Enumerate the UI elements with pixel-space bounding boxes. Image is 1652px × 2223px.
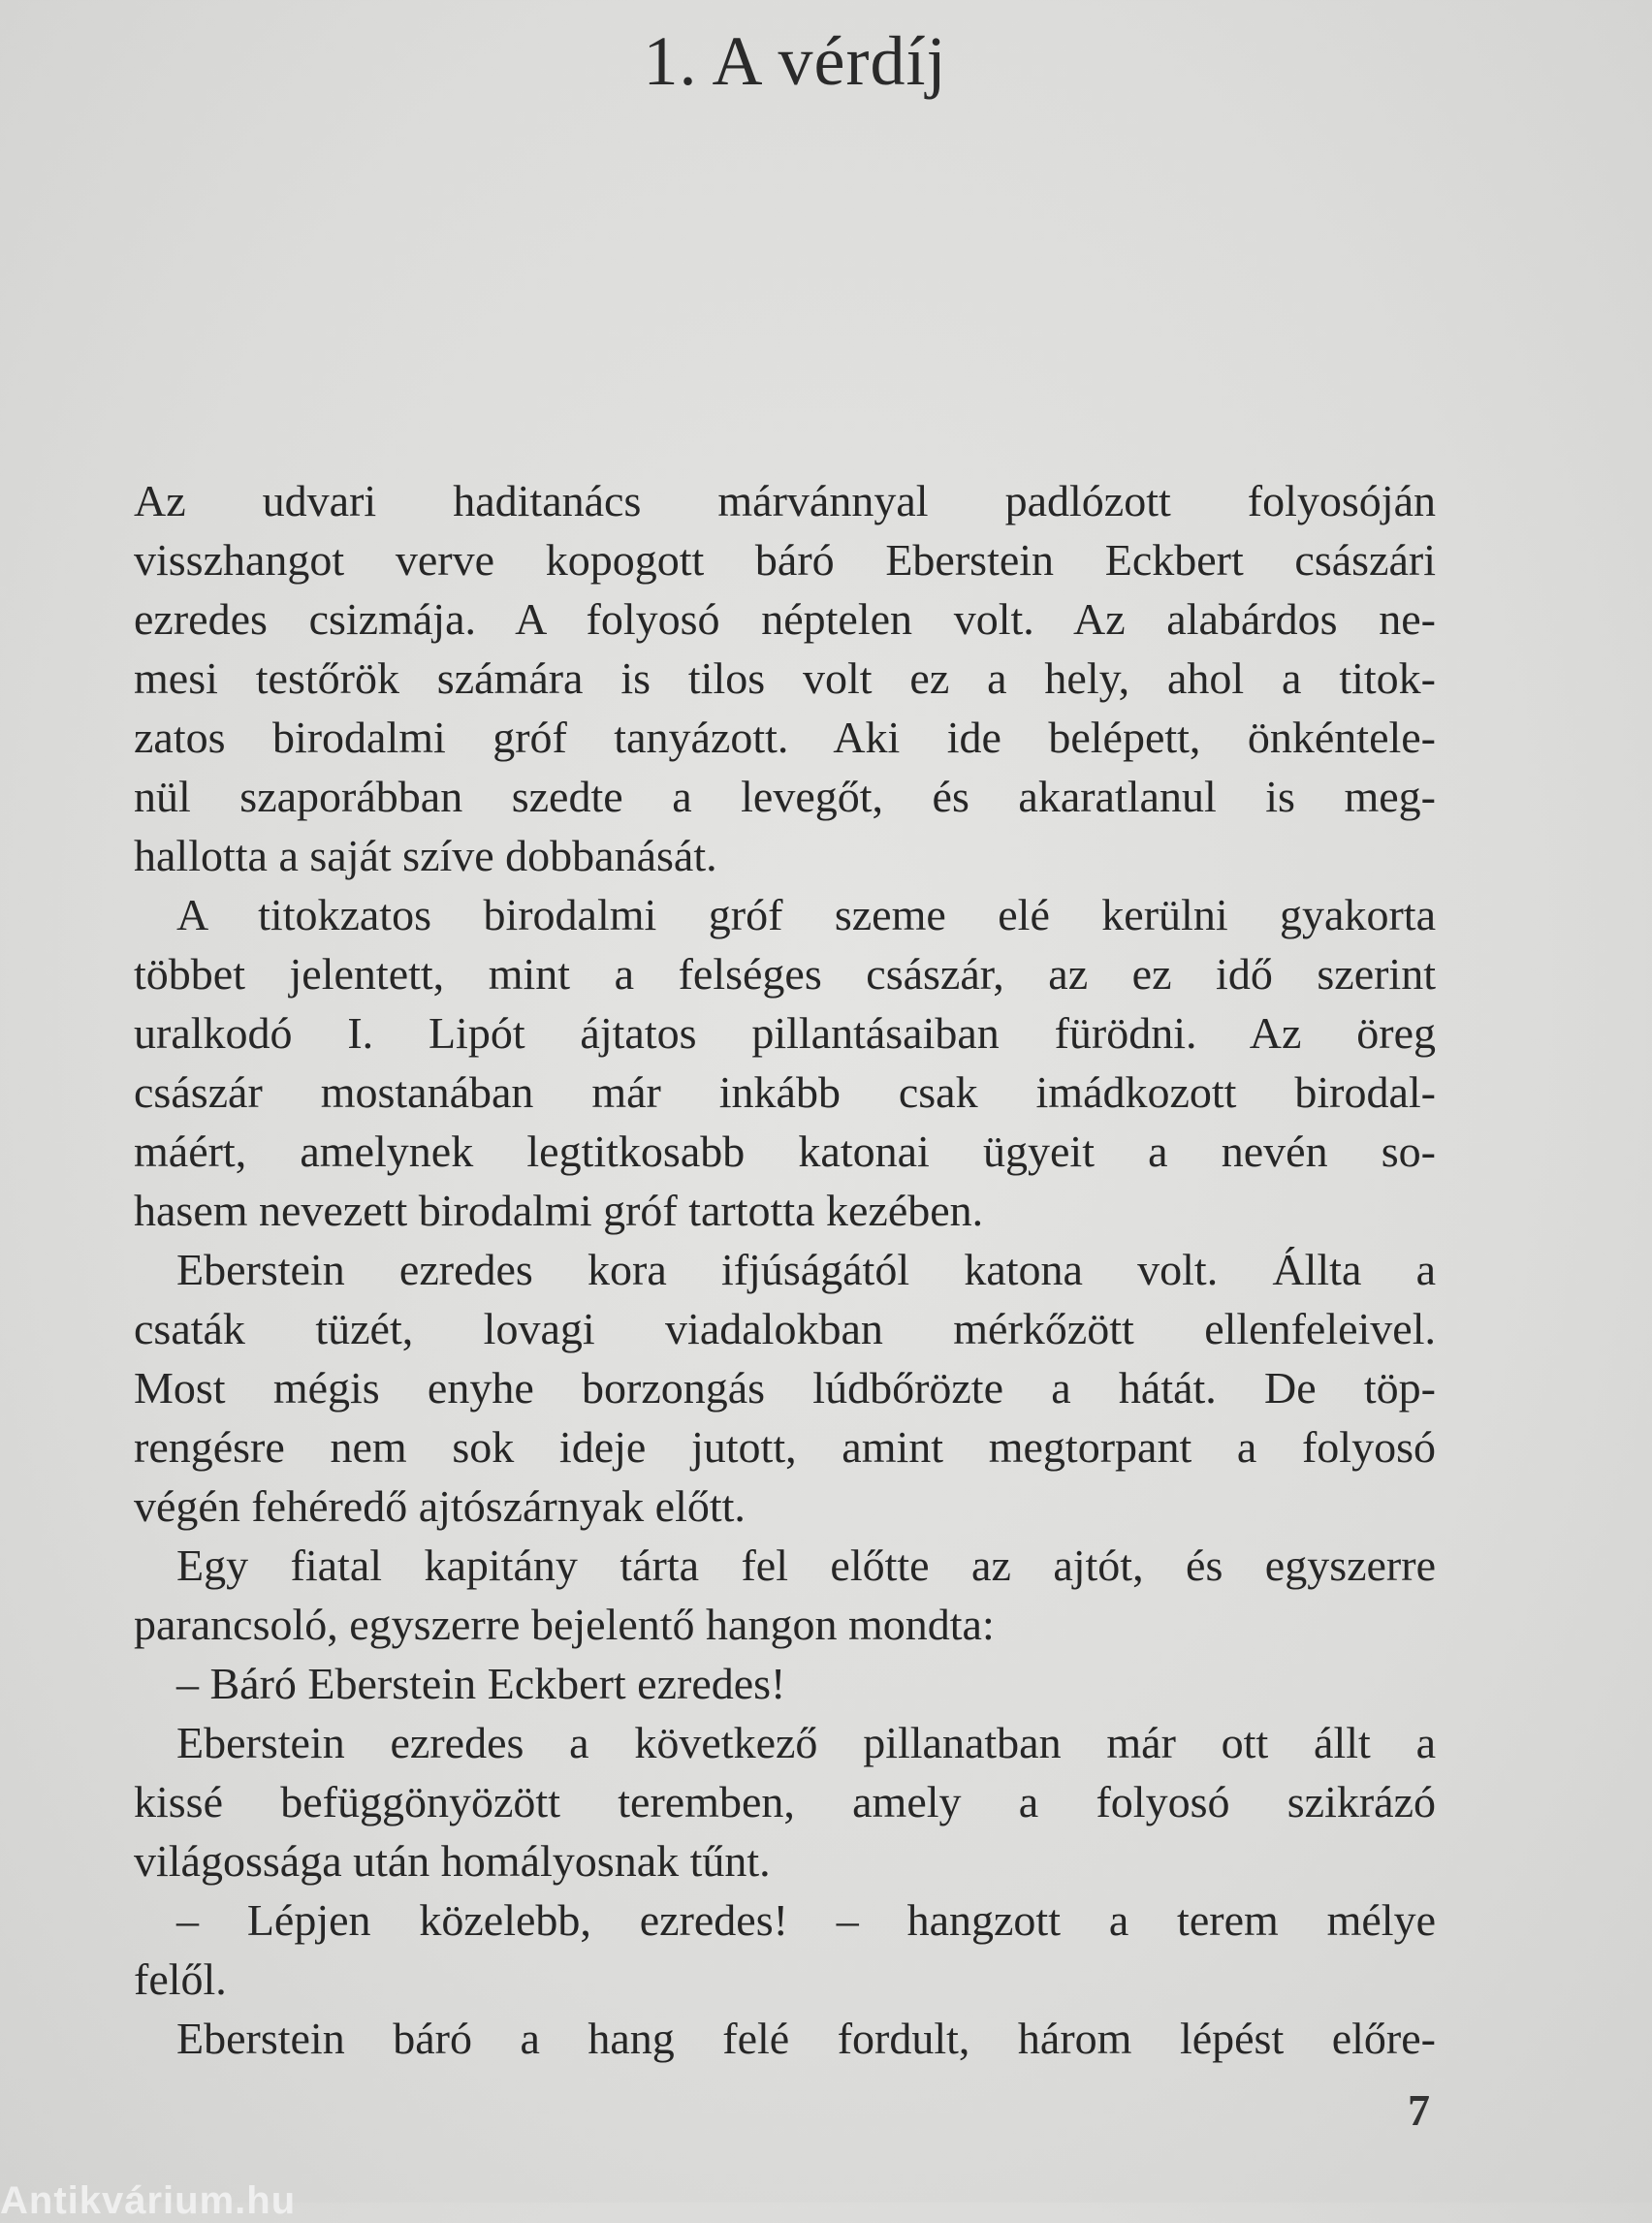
text-line: világossága után homályosnak tűnt. [134, 1836, 771, 1886]
text-line: császár mostanában már inkább csak imádkozott birodal- [134, 1067, 1436, 1117]
text-line: máért, amelynek legtitkosabb katonai ügyeit a nevén so- [134, 1127, 1436, 1176]
page-number: 7 [1408, 2085, 1430, 2135]
text-line: hasem nevezett birodalmi gróf tartotta kezében. [134, 1186, 984, 1235]
text-line: – Lépjen közelebb, ezredes! – hangzott a terem mélye [176, 1895, 1436, 1945]
text-line: Most mégis enyhe borzongás lúdbőrözte a hátát. De töp- [134, 1363, 1436, 1413]
text-line: uralkodó I. Lipót ájtatos pillantásaiban fürödni. Az öreg [134, 1008, 1436, 1058]
text-line: felől. [134, 1954, 227, 2004]
chapter-title: 1. A vérdíj [643, 22, 947, 100]
text-line: ezredes csizmája. A folyosó néptelen volt. Az alabárdos ne- [134, 594, 1436, 644]
body-text [134, 471, 1436, 2068]
text-line: Eberstein ezredes a következő pillanatban már ott állt a [176, 1718, 1436, 1767]
text-line: Eberstein báró a hang felé fordult, három lépést előre- [176, 2014, 1436, 2063]
text-line: A titokzatos birodalmi gróf szeme elé kerülni gyakorta [176, 890, 1436, 939]
text-line: Az udvari haditanács márvánnyal padlózott folyosóján [134, 476, 1436, 525]
text-line: Egy fiatal kapitány tárta fel előtte az ajtót, és egyszerre [176, 1540, 1436, 1590]
watermark: Antikvárium.hu [0, 2179, 297, 2222]
text-line: hallotta a saját szíve dobbanását. [134, 831, 717, 880]
text-line: többet jelentett, mint a felséges császár, az ez idő szerint [134, 949, 1436, 999]
text-line: nül szaporábban szedte a levegőt, és akaratlanul is meg- [134, 772, 1436, 821]
text-line: zatos birodalmi gróf tanyázott. Aki ide belépett, önkéntele- [134, 713, 1436, 762]
text-line: rengésre nem sok ideje jutott, amint megtorpant a folyosó [134, 1422, 1436, 1472]
text-line: mesi testőrök számára is tilos volt ez a hely, ahol a titok- [134, 653, 1436, 703]
text-line: visszhangot verve kopogott báró Eberstein Eckbert császári [134, 535, 1436, 585]
text-line: végén fehéredő ajtószárnyak előtt. [134, 1481, 746, 1531]
text-line: kissé befüggönyözött teremben, amely a folyosó szikrázó [134, 1777, 1436, 1826]
text-line: csaták tüzét, lovagi viadalokban mérkőzött ellenfeleivel. [134, 1304, 1436, 1353]
text-line: – Báró Eberstein Eckbert ezredes! [176, 1659, 786, 1708]
text-line: parancsoló, egyszerre bejelentő hangon mondta: [134, 1600, 995, 1649]
text-line: Eberstein ezredes kora ifjúságától katona volt. Állta a [176, 1245, 1436, 1294]
